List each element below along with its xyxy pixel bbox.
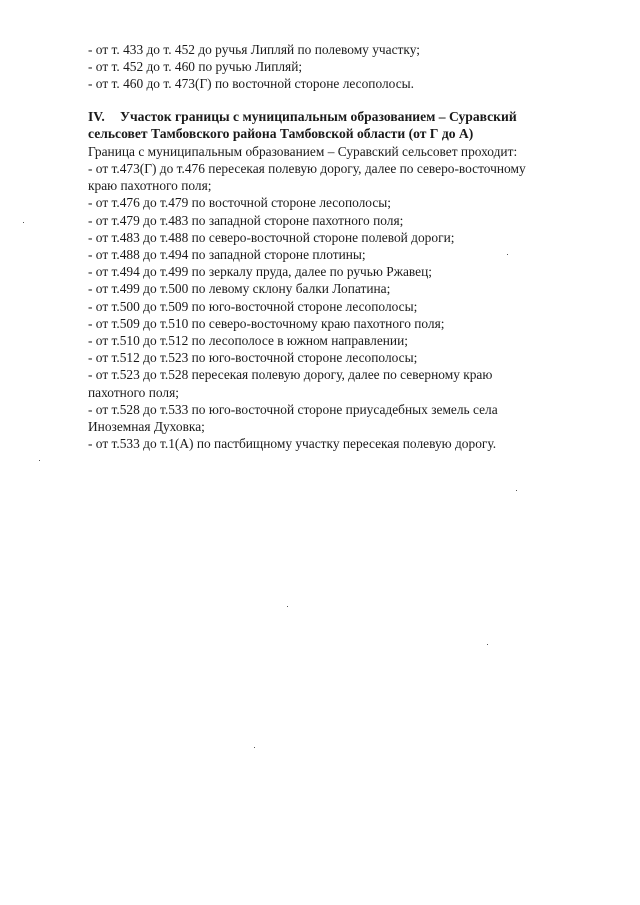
top-boundary-list xyxy=(88,41,588,93)
list-item xyxy=(88,401,588,435)
section-number: IV. xyxy=(88,109,105,124)
scan-speck xyxy=(507,254,508,255)
list-item-line: - от т.499 до т.500 по левому склону балки Лопатина; xyxy=(88,281,391,297)
list-item-line: - от т.476 до т.479 по восточной стороне лесополосы; xyxy=(88,195,391,211)
list-item xyxy=(88,246,588,263)
scan-speck xyxy=(39,460,40,461)
list-item: - от т. 452 до т. 460 по ручью Липляй; xyxy=(88,59,303,75)
boundary-list xyxy=(88,160,588,452)
list-item xyxy=(88,298,588,315)
list-item xyxy=(88,160,588,194)
list-item-line: - от т.523 до т.528 пересекая полевую дорогу, далее по северному краю xyxy=(88,367,493,383)
list-item xyxy=(88,280,588,297)
scan-speck xyxy=(287,606,288,607)
list-item-line: - от т.533 до т.1(А) по пастбищному участку пересекая полевую дорогу. xyxy=(88,436,497,452)
list-item-line: краю пахотного поля; xyxy=(88,178,212,194)
list-item-line: - от т.512 до т.523 по юго-восточной стороне лесополосы; xyxy=(88,350,418,366)
list-item-line: - от т.494 до т.499 по зеркалу пруда, далее по ручью Ржавец; xyxy=(88,264,432,280)
section-iv xyxy=(88,108,588,452)
list-item xyxy=(88,229,588,246)
scan-speck xyxy=(254,747,255,748)
list-item xyxy=(88,212,588,229)
list-item-line: - от т.510 до т.512 по лесополосе в южном направлении; xyxy=(88,333,408,349)
list-item: - от т. 433 до т. 452 до ручья Липляй по полевому участку; xyxy=(88,42,420,57)
section-heading-line2: сельсовет Тамбовского района Тамбовской области (от Г до А) xyxy=(88,126,474,142)
section-heading xyxy=(88,108,588,125)
list-item xyxy=(88,435,588,452)
list-item-line: - от т.483 до т.488 по северо-восточной стороне полевой дороги; xyxy=(88,229,455,245)
section-intro: Граница с муниципальным образованием – Суравский сельсовет проходит: xyxy=(88,143,518,159)
section-heading-line1: Участок границы с муниципальным образованием – Суравский xyxy=(120,109,517,124)
scan-speck xyxy=(487,644,488,645)
list-item xyxy=(88,366,588,400)
list-item-line: - от т.528 до т.533 по юго-восточной стороне приусадебных земель села xyxy=(88,401,498,417)
list-item xyxy=(88,332,588,349)
scan-speck xyxy=(23,222,24,223)
list-item xyxy=(88,263,588,280)
list-item-line: - от т.500 до т.509 по юго-восточной стороне лесополосы; xyxy=(88,298,418,314)
list-item xyxy=(88,349,588,366)
list-item-line: Иноземная Духовка; xyxy=(88,419,205,435)
list-item xyxy=(88,194,588,211)
scan-speck xyxy=(516,490,517,491)
list-item-line: - от т.479 до т.483 по западной стороне пахотного поля; xyxy=(88,212,404,228)
list-item-line: - от т.488 до т.494 по западной стороне плотины; xyxy=(88,247,366,263)
list-item-line: - от т.473(Г) до т.476 пересекая полевую дорогу, далее по северо-восточному xyxy=(88,161,526,177)
list-item-line: - от т.509 до т.510 по северо-восточному краю пахотного поля; xyxy=(88,315,445,331)
list-item xyxy=(88,315,588,332)
list-item: - от т. 460 до т. 473(Г) по восточной стороне лесополосы. xyxy=(88,76,414,92)
list-item-line: пахотного поля; xyxy=(88,384,179,400)
